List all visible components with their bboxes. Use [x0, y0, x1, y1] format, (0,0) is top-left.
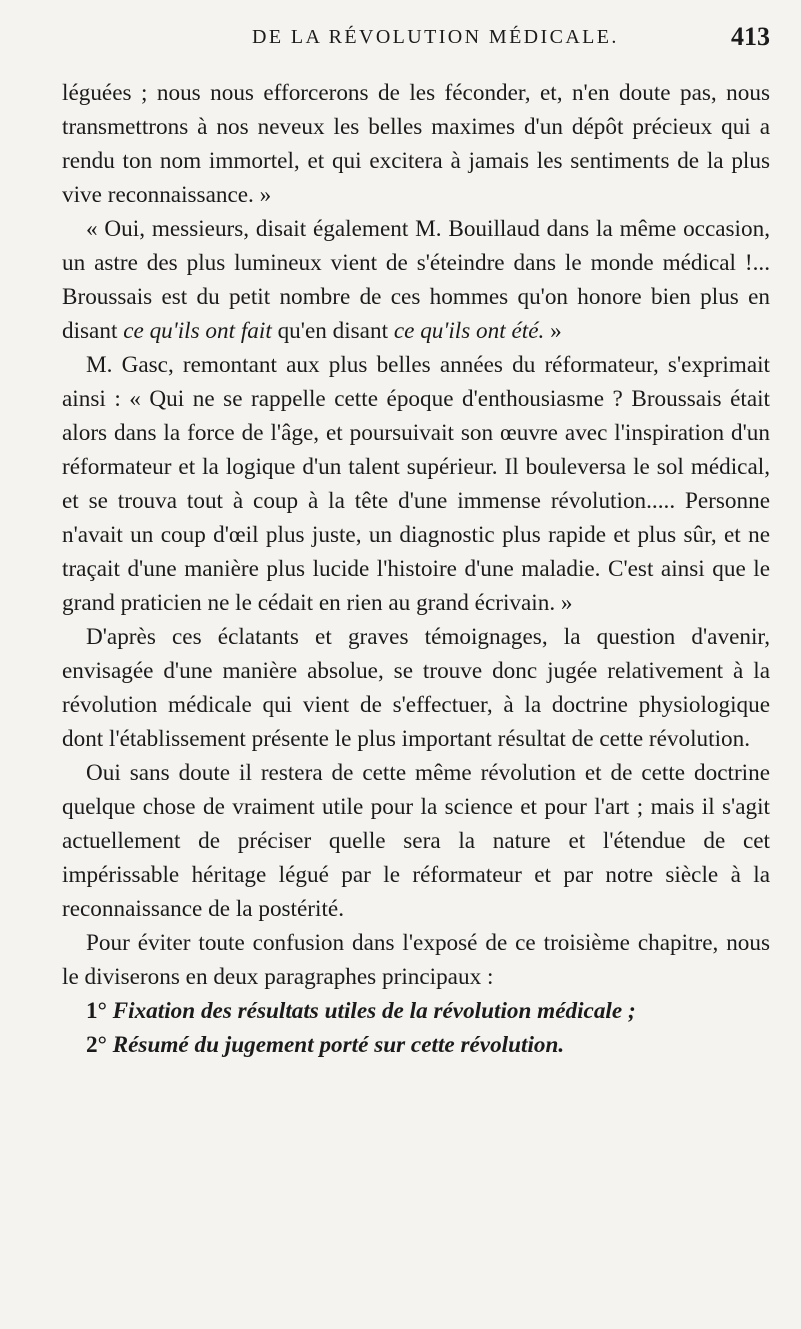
body-text	[62, 76, 770, 1062]
heading-number: 1°	[86, 998, 107, 1024]
paragraph-1: léguées ; nous nous efforcerons de les féconder, et, n'en doute pas, nous transmettrons à nos neveux les belles maximes d'un dépôt précieux qui a rendu ton nom immortel, et qui excitera à jamais les sentiments de la plus vive reconnaissance. »	[62, 80, 770, 208]
running-title: DE LA RÉVOLUTION MÉDICALE.	[252, 26, 619, 48]
heading-text: Résumé du jugement porté sur cette révolution.	[112, 1032, 565, 1058]
paragraph-4: D'après ces éclatants et graves témoignages, la question d'avenir, envisagée d'une manière absolue, se trouve donc jugée relativement à la révolution médicale qui vient de s'effectuer, à la doctrine physiologique dont l'établissement présente le plus important résultat de cette révolution.	[62, 624, 770, 752]
page-number: 413	[731, 22, 770, 51]
section-heading-1	[62, 994, 770, 1028]
section-heading-2	[62, 1028, 770, 1062]
paragraph-3: M. Gasc, remontant aux plus belles années du réformateur, s'exprimait ainsi : « Qui ne se rappelle cette époque d'enthousiasme ? Broussais était alors dans la force de l'âge, et poursuivait son œuvre avec l'inspiration d'un réformateur et la logique d'un talent supérieur. Il bouleversa le sol médical, et se trouva tout à coup à la tête d'une immense révolution..... Personne n'avait un coup d'œil plus juste, un diagnostic plus rapide et plus sûr, et ne traçait d'une manière plus lucide l'histoire d'une maladie. C'est ainsi que le grand praticien ne le cédait en rien au grand écrivain. »	[62, 352, 770, 616]
paragraph-6: Pour éviter toute confusion dans l'exposé de ce troisième chapitre, nous le diviserons en deux paragraphes principaux :	[62, 930, 770, 990]
heading-number: 2°	[86, 1032, 107, 1058]
paragraph-2: « Oui, messieurs, disait également M. Bouillaud dans la même occasion, un astre des plus lumineux vient de s'éteindre dans le monde médical !... Broussais est du petit nombre de ces hommes qu'on honore bien plus en disant ce qu'ils ont fait qu'en disant ce qu'ils ont été. »	[62, 216, 770, 344]
italic-phrase: ce qu'ils ont fait	[123, 318, 272, 344]
running-header	[62, 20, 770, 56]
italic-phrase: ce qu'ils ont été.	[393, 318, 545, 344]
heading-text: Fixation des résultats utiles de la révolution médicale ;	[112, 998, 636, 1024]
paragraph-5: Oui sans doute il restera de cette même révolution et de cette doctrine quelque chose de vraiment utile pour la science et pour l'art ; mais il s'agit actuellement de préciser quelle sera la nature et l'étendue de cet impérissable héritage légué par le réformateur et par notre siècle à la reconnaissance de la postérité.	[62, 760, 770, 922]
